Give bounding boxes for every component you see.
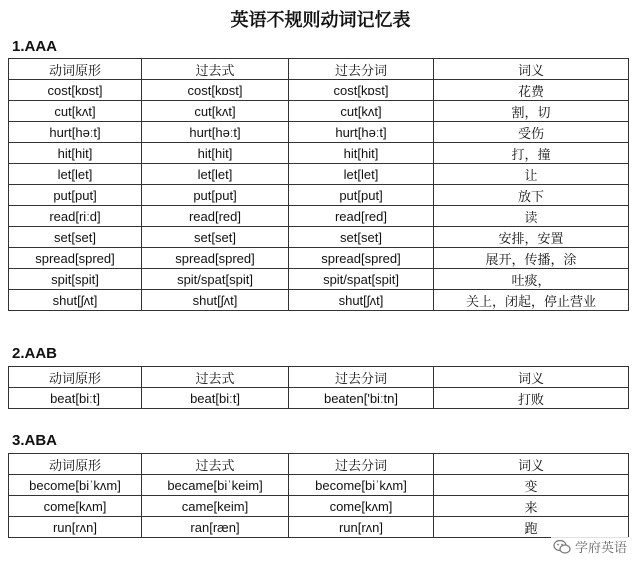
table-row xyxy=(9,101,629,122)
cell-meaning: 读 xyxy=(434,206,629,227)
cell-base-form: hurt[həːt] xyxy=(9,122,142,143)
cell-past-tense: came[keim] xyxy=(142,496,289,517)
cell-past-participle: cut[kʌt] xyxy=(289,101,434,122)
table-row xyxy=(9,80,629,101)
cell-past-participle: hurt[həːt] xyxy=(289,122,434,143)
cell-base-form: spit[spit] xyxy=(9,269,142,290)
cell-meaning: 变 xyxy=(434,475,629,496)
verb-table-aaa xyxy=(8,58,629,311)
cell-base-form: spread[spred] xyxy=(9,248,142,269)
cell-base-form: read[riːd] xyxy=(9,206,142,227)
cell-meaning: 关上，闭起，停止营业 xyxy=(434,290,629,311)
cell-past-participle: spread[spred] xyxy=(289,248,434,269)
table-row xyxy=(9,143,629,164)
table-header-row xyxy=(9,59,629,80)
cell-meaning: 打败 xyxy=(434,388,629,409)
cell-past-tense: ran[ræn] xyxy=(142,517,289,538)
cell-base-form: hit[hit] xyxy=(9,143,142,164)
cell-meaning: 来 xyxy=(434,496,629,517)
cell-past-participle: become[biˈkʌm] xyxy=(289,475,434,496)
cell-meaning: 让 xyxy=(434,164,629,185)
cell-past-participle: let[let] xyxy=(289,164,434,185)
header-past-participle: 过去分词 xyxy=(289,59,434,80)
cell-past-tense: put[put] xyxy=(142,185,289,206)
cell-base-form: run[rʌn] xyxy=(9,517,142,538)
section-heading-aaa: 1.AAA xyxy=(12,38,58,55)
verb-table-aab xyxy=(8,366,629,409)
cell-past-tense: spit/spat[spit] xyxy=(142,269,289,290)
watermark-text: 学府英语 xyxy=(574,541,627,556)
cell-past-tense: spread[spred] xyxy=(142,248,289,269)
table-row xyxy=(9,206,629,227)
header-meaning: 词义 xyxy=(434,454,629,475)
cell-meaning: 跑 xyxy=(434,517,629,538)
table-row xyxy=(9,185,629,206)
cell-base-form: set[set] xyxy=(9,227,142,248)
cell-meaning: 割，切 xyxy=(434,101,629,122)
table-row xyxy=(9,227,629,248)
cell-past-tense: became[biˈkeim] xyxy=(142,475,289,496)
cell-past-tense: set[set] xyxy=(142,227,289,248)
cell-past-tense: cut[kʌt] xyxy=(142,101,289,122)
cell-past-participle: beaten['biːtn] xyxy=(289,388,434,409)
header-past-participle: 过去分词 xyxy=(289,454,434,475)
section-heading-aba: 3.ABA xyxy=(12,432,58,449)
header-past-participle: 过去分词 xyxy=(289,367,434,388)
table-row xyxy=(9,122,629,143)
cell-past-tense: shut[ʃʌt] xyxy=(142,290,289,311)
cell-meaning: 受伤 xyxy=(434,122,629,143)
cell-past-participle: shut[ʃʌt] xyxy=(289,290,434,311)
cell-base-form: become[biˈkʌm] xyxy=(9,475,142,496)
cell-base-form: come[kʌm] xyxy=(9,496,142,517)
cell-meaning: 安排，安置 xyxy=(434,227,629,248)
header-past-tense: 过去式 xyxy=(142,59,289,80)
cell-past-tense: cost[kɒst] xyxy=(142,80,289,101)
table-row xyxy=(9,248,629,269)
cell-past-tense: hit[hit] xyxy=(142,143,289,164)
table-row xyxy=(9,475,629,496)
cell-past-tense: let[let] xyxy=(142,164,289,185)
cell-past-participle: put[put] xyxy=(289,185,434,206)
header-base-form: 动词原形 xyxy=(9,367,142,388)
header-past-tense: 过去式 xyxy=(142,454,289,475)
cell-past-tense: read[red] xyxy=(142,206,289,227)
table-row xyxy=(9,388,629,409)
table-row xyxy=(9,164,629,185)
header-base-form: 动词原形 xyxy=(9,454,142,475)
cell-base-form: cost[kɒst] xyxy=(9,80,142,101)
header-past-tense: 过去式 xyxy=(142,367,289,388)
cell-meaning: 花费 xyxy=(434,80,629,101)
cell-meaning: 展开，传播，涂 xyxy=(434,248,629,269)
cell-base-form: cut[kʌt] xyxy=(9,101,142,122)
cell-past-participle: read[red] xyxy=(289,206,434,227)
header-base-form: 动词原形 xyxy=(9,59,142,80)
header-meaning: 词义 xyxy=(434,367,629,388)
cell-past-tense: hurt[həːt] xyxy=(142,122,289,143)
cell-past-participle: hit[hit] xyxy=(289,143,434,164)
section-heading-aab: 2.AAB xyxy=(12,345,58,362)
table-header-row xyxy=(9,367,629,388)
page-title: 英语不规则动词记忆表 xyxy=(230,10,411,31)
table-row xyxy=(9,290,629,311)
table-row xyxy=(9,517,629,538)
watermark xyxy=(551,537,629,556)
cell-past-participle: cost[kɒst] xyxy=(289,80,434,101)
verb-table-aba xyxy=(8,453,629,538)
header-meaning: 词义 xyxy=(434,59,629,80)
table-header-row xyxy=(9,454,629,475)
cell-past-tense: beat[biːt] xyxy=(142,388,289,409)
table-row xyxy=(9,496,629,517)
cell-past-participle: come[kʌm] xyxy=(289,496,434,517)
cell-past-participle: run[rʌn] xyxy=(289,517,434,538)
cell-meaning: 吐痰， xyxy=(434,269,629,290)
cell-meaning: 放下 xyxy=(434,185,629,206)
cell-base-form: beat[biːt] xyxy=(9,388,142,409)
cell-base-form: shut[ʃʌt] xyxy=(9,290,142,311)
cell-past-participle: set[set] xyxy=(289,227,434,248)
cell-base-form: let[let] xyxy=(9,164,142,185)
cell-meaning: 打，撞 xyxy=(434,143,629,164)
wechat-icon xyxy=(553,539,571,555)
cell-past-participle: spit/spat[spit] xyxy=(289,269,434,290)
cell-base-form: put[put] xyxy=(9,185,142,206)
table-row xyxy=(9,269,629,290)
